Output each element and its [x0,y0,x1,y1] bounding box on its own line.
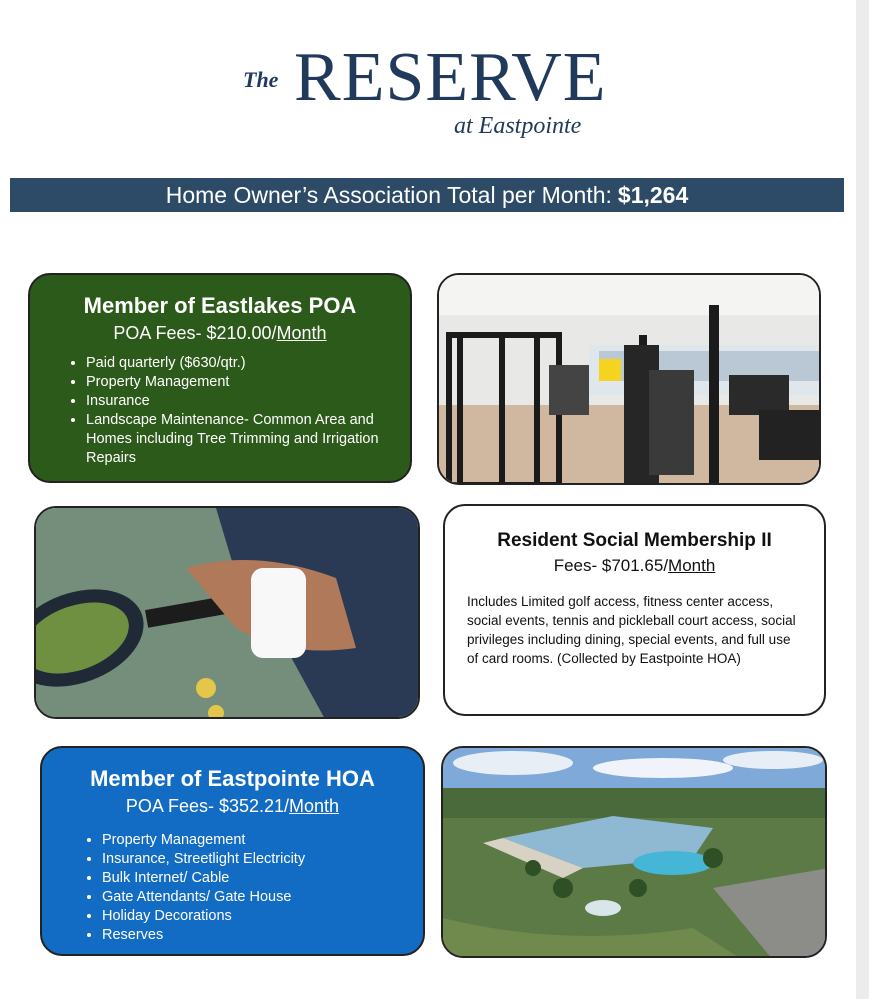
hoa-total-banner [10,178,844,212]
social-description: Includes Limited golf access, fitness center access, social events, tennis and pickleball court access, social privileges including dining, special events, and full use of card rooms. (Collected by Eastpointe HOA) [467,594,796,666]
eastlakes-fee-unit: Month [276,323,327,343]
list-item: • Reserves [102,926,423,945]
list-item: • Landscape Maintenance- Common Area and Homes including Tree Trimming and Irrigation Repairs [86,411,410,468]
eastpointe-fee [42,796,423,817]
logo-the: The [243,67,279,92]
list-item: • Property Management [86,373,410,392]
pickleball-photo [34,506,420,719]
banner-label: Home Owner’s Association Total per Month: [165,182,612,208]
eastlakes-fee [30,323,410,344]
eastlakes-poa-card [28,273,412,483]
social-fee-amount: Fees- $701.65/ [553,556,669,575]
page-margin [856,0,869,999]
eastlakes-title: Member of Eastlakes POA [83,293,357,318]
list-item: • Property Management [102,831,423,850]
aerial-clubhouse-image [443,748,827,958]
aerial-clubhouse-photo [441,746,827,958]
list-item: • Gate Attendants/ Gate House [102,888,423,907]
eastpointe-fee-amount: POA Fees- $352.21/ [125,796,290,816]
list-item: • Bulk Internet/ Cable [102,869,423,888]
list-item: • Insurance, Streetlight Electricity [102,850,423,869]
list-item: • Insurance [86,392,410,411]
fitness-center-image [439,275,821,485]
eastpointe-hoa-card [40,746,425,956]
social-fee-unit: Month [668,556,716,575]
fitness-center-photo [437,273,821,485]
eastpointe-list [42,831,423,945]
social-fee [445,556,824,576]
list-item: • Holiday Decorations [102,907,423,926]
reserve-logo [240,39,620,145]
banner-amount: $1,264 [617,182,689,208]
logo-reserve: RESERVE [294,39,607,116]
eastlakes-list [30,354,410,468]
list-item: • Paid quarterly ($630/qtr.) [86,354,410,373]
social-membership-card [443,504,826,716]
eastlakes-fee-amount: POA Fees- $210.00/ [113,323,277,343]
eastpointe-fee-unit: Month [289,796,340,816]
logo-at-eastpointe: at Eastpointe [454,113,582,139]
pickleball-image [36,508,420,719]
eastpointe-title: Member of Eastpointe HOA [90,766,375,791]
social-title: Resident Social Membership II [497,530,772,551]
